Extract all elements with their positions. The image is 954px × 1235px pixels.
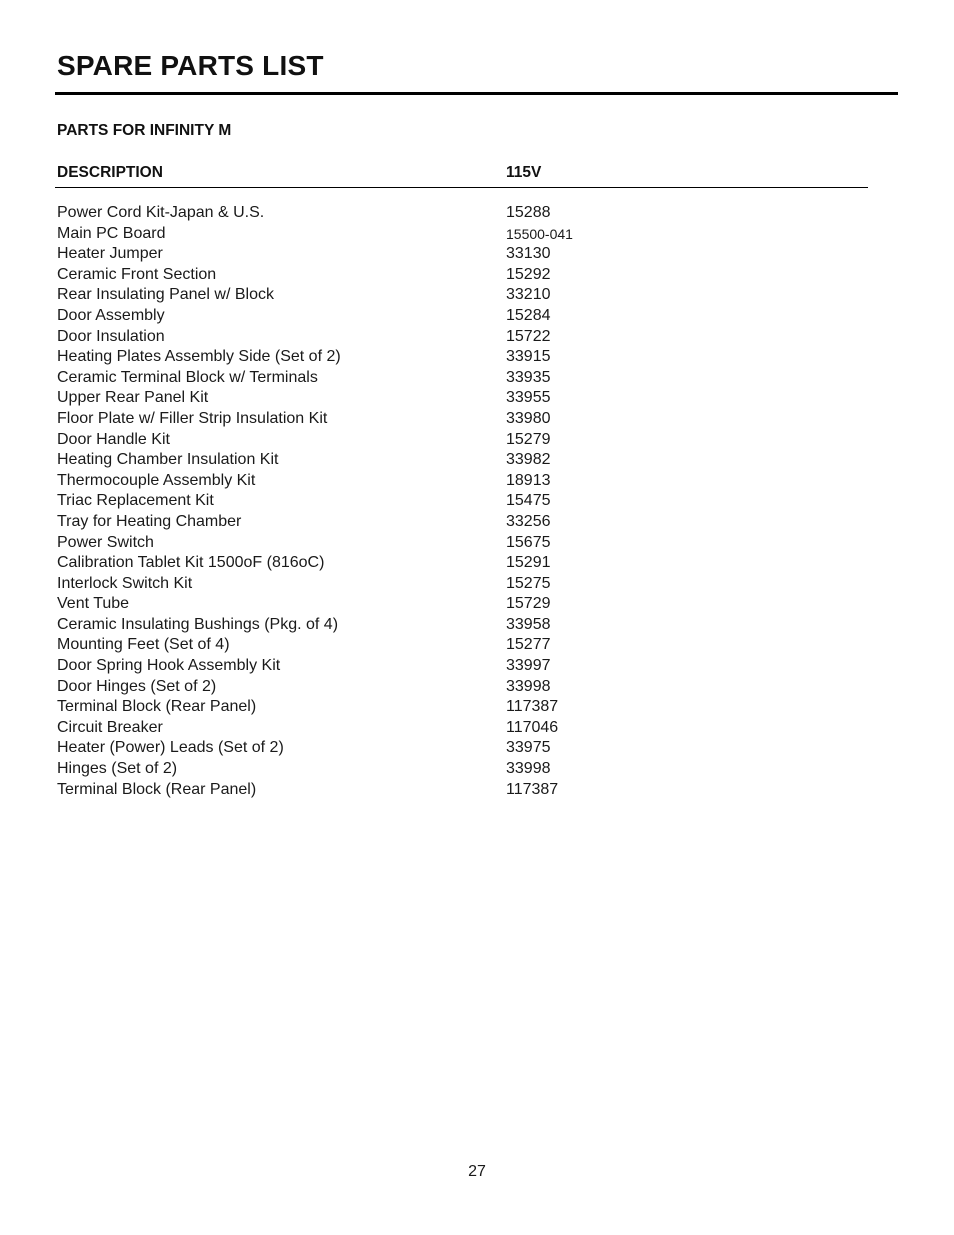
part-description: Door Handle Kit <box>57 430 170 448</box>
part-row <box>57 780 757 801</box>
part-description: Door Hinges (Set of 2) <box>57 677 217 695</box>
part-row <box>57 574 757 595</box>
part-number: 33982 <box>506 451 551 469</box>
part-description: Mounting Feet (Set of 4) <box>57 636 230 654</box>
part-description: Tray for Heating Chamber <box>57 512 242 530</box>
part-row <box>57 430 757 451</box>
part-row <box>57 697 757 718</box>
part-row <box>57 327 757 348</box>
part-description: Thermocouple Assembly Kit <box>57 471 256 489</box>
description-column-header: DESCRIPTION <box>57 164 163 181</box>
part-row <box>57 718 757 739</box>
part-number: 33130 <box>506 245 551 263</box>
part-description: Heater Jumper <box>57 245 163 263</box>
part-description: Upper Rear Panel Kit <box>57 389 209 407</box>
part-description: Vent Tube <box>57 595 130 613</box>
part-number: 18913 <box>506 471 551 489</box>
part-row <box>57 594 757 615</box>
part-row <box>57 759 757 780</box>
header-divider <box>55 187 868 188</box>
part-row <box>57 347 757 368</box>
part-row <box>57 388 757 409</box>
part-description: Ceramic Front Section <box>57 265 217 283</box>
part-number: 33915 <box>506 348 551 366</box>
part-description: Circuit Breaker <box>57 718 163 736</box>
part-number: 33997 <box>506 657 551 675</box>
title-divider <box>55 92 898 95</box>
part-number: 33958 <box>506 615 551 633</box>
part-number: 15475 <box>506 492 551 510</box>
part-number: 33975 <box>506 739 551 757</box>
page-number: 27 <box>468 1163 486 1180</box>
part-row <box>57 471 757 492</box>
part-number: 15284 <box>506 306 551 324</box>
part-number: 117387 <box>506 698 559 716</box>
part-description: Heating Chamber Insulation Kit <box>57 451 279 469</box>
part-description: Power Switch <box>57 533 154 551</box>
part-number: 15675 <box>506 533 551 551</box>
part-number: 15291 <box>506 554 551 572</box>
part-row <box>57 656 757 677</box>
part-row <box>57 615 757 636</box>
part-number: 15729 <box>506 595 551 613</box>
voltage-column-header: 115V <box>506 164 542 181</box>
part-number: 117046 <box>506 718 559 736</box>
part-row <box>57 265 757 286</box>
part-number: 15500-041 <box>506 225 573 242</box>
part-row <box>57 306 757 327</box>
part-number: 15277 <box>506 636 551 654</box>
part-number: 33256 <box>506 512 551 530</box>
parts-list <box>57 203 757 800</box>
part-row <box>57 409 757 430</box>
part-number: 33998 <box>506 677 551 695</box>
part-description: Ceramic Insulating Bushings (Pkg. of 4) <box>57 615 339 633</box>
part-description: Ceramic Terminal Block w/ Terminals <box>57 368 318 386</box>
part-row <box>57 635 757 656</box>
part-number: 33935 <box>506 368 551 386</box>
part-description: Door Assembly <box>57 306 165 324</box>
part-description: Heating Plates Assembly Side (Set of 2) <box>57 348 341 366</box>
part-row <box>57 677 757 698</box>
part-description: Power Cord Kit-Japan & U.S. <box>57 204 265 221</box>
part-description: Door Insulation <box>57 327 165 345</box>
part-row <box>57 553 757 574</box>
part-row <box>57 491 757 512</box>
part-row <box>57 203 757 224</box>
part-number: 33955 <box>506 389 551 407</box>
part-row <box>57 224 757 245</box>
part-number: 33210 <box>506 286 551 304</box>
part-number: 33980 <box>506 409 551 427</box>
part-number: 15279 <box>506 430 551 448</box>
part-description: Terminal Block (Rear Panel) <box>57 698 257 716</box>
part-description: Triac Replacement Kit <box>57 492 214 510</box>
part-description: Interlock Switch Kit <box>57 574 193 592</box>
part-row <box>57 512 757 533</box>
part-number: 15275 <box>506 574 551 592</box>
part-row <box>57 450 757 471</box>
part-description: Heater (Power) Leads (Set of 2) <box>57 739 284 757</box>
part-number: 15288 <box>506 204 551 221</box>
page-title: SPARE PARTS LIST <box>57 50 324 81</box>
part-row <box>57 738 757 759</box>
part-description: Main PC Board <box>57 224 166 242</box>
part-number: 33998 <box>506 760 551 778</box>
part-description: Calibration Tablet Kit 1500oF (816oC) <box>57 554 325 572</box>
part-row <box>57 285 757 306</box>
part-description: Hinges (Set of 2) <box>57 760 178 778</box>
part-number: 15722 <box>506 327 551 345</box>
part-row <box>57 368 757 389</box>
part-description: Rear Insulating Panel w/ Block <box>57 286 274 304</box>
part-number: 117387 <box>506 780 559 798</box>
part-row <box>57 244 757 265</box>
part-number: 15292 <box>506 265 551 283</box>
part-row <box>57 533 757 554</box>
part-description: Door Spring Hook Assembly Kit <box>57 657 281 675</box>
part-description: Floor Plate w/ Filler Strip Insulation Kit <box>57 409 328 427</box>
part-description: Terminal Block (Rear Panel) <box>57 780 257 798</box>
section-heading: PARTS FOR INFINITY M <box>57 122 232 139</box>
